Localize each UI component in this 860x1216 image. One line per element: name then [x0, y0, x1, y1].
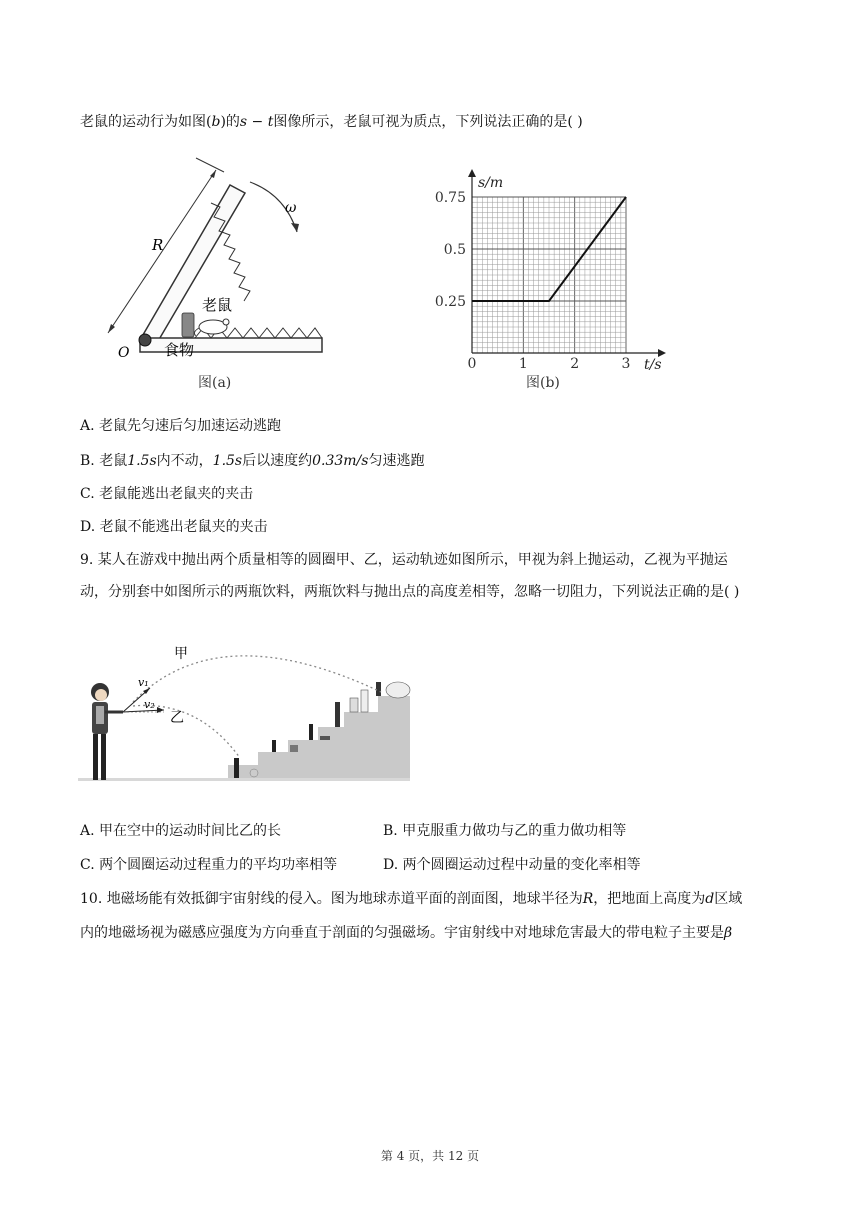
x-tick-label: 0: [467, 356, 477, 370]
mouse-label: 老鼠: [202, 296, 233, 314]
option-9d: D. 两个圆圈运动过程中动量的变化率相等: [383, 857, 641, 873]
x-tick-label: 1: [518, 356, 528, 370]
x-axis-label: t/s: [644, 357, 662, 370]
option-9b: B. 甲克服重力做功与乙的重力做功相等: [383, 823, 627, 839]
y-axis-arrow: [468, 169, 476, 177]
x-tick-label: 2: [570, 356, 580, 370]
option-9c: C. 两个圆圈运动过程重力的平均功率相等: [80, 857, 338, 873]
v2-label: v₂: [144, 698, 155, 711]
option-8d: D. 老鼠不能逃出老鼠夹的夹击: [80, 519, 268, 535]
y-axis-label: s/m: [478, 175, 504, 191]
option-8a: A. 老鼠先匀速后匀加速运动逃跑: [80, 418, 282, 434]
radius-label: R: [152, 236, 164, 254]
question-10-line1: 10. 地磁场能有效抵御宇宙射线的侵入。图为地球赤道平面的剖面图，地球半径为R，把地面上高度为d区域: [80, 891, 743, 907]
pivot-label: O: [118, 345, 130, 360]
food-label: 食物: [164, 341, 195, 359]
question-9-line2: 动，分别套中如图所示的两瓶饮料，两瓶饮料与抛出点的高度差相等，忽略一切阻力，下列说法正确的是( ): [80, 584, 740, 600]
option-8c: C. 老鼠能逃出老鼠夹的夹击: [80, 486, 254, 502]
ring-yi-label: 乙: [170, 710, 184, 726]
figure-b-st-chart: [420, 165, 680, 370]
figure-a-caption: 图(a): [198, 375, 232, 391]
question-10-line2: 内的地磁场视为磁感应强度为方向垂直于剖面的匀强磁场。宇宙射线中对地球危害最大的带电粒子主要是β: [80, 925, 733, 941]
y-tick-label: 0.5: [443, 242, 466, 258]
v1-label: v₁: [138, 676, 149, 689]
figure-ring-toss: [78, 640, 418, 790]
omega-label: ω: [285, 200, 297, 216]
x-tick-label: 3: [621, 356, 631, 370]
option-8b: B. 老鼠1.5s内不动，1.5s后以速度约0.33m/s匀速逃跑: [80, 453, 425, 469]
y-tick-label: 0.25: [434, 294, 466, 310]
question-9-line1: 9. 某人在游戏中抛出两个质量相等的圆圈甲、乙，运动轨迹如图所示，甲视为斜上抛运动，乙视为平抛运: [80, 552, 728, 568]
figure-b-caption: 图(b): [526, 375, 560, 391]
option-9a: A. 甲在空中的运动时间比乙的长: [80, 823, 282, 839]
x-axis-arrow: [658, 349, 666, 357]
y-tick-label: 0.75: [434, 190, 466, 206]
ring-jia-label: 甲: [174, 646, 188, 662]
question-8-stem: 老鼠的运动行为如图(b)的s − t图像所示，老鼠可视为质点，下列说法正确的是( ): [80, 114, 583, 130]
page-footer: 第 4 页，共 12 页: [380, 1149, 480, 1163]
figure-a-mousetrap: [100, 150, 350, 360]
